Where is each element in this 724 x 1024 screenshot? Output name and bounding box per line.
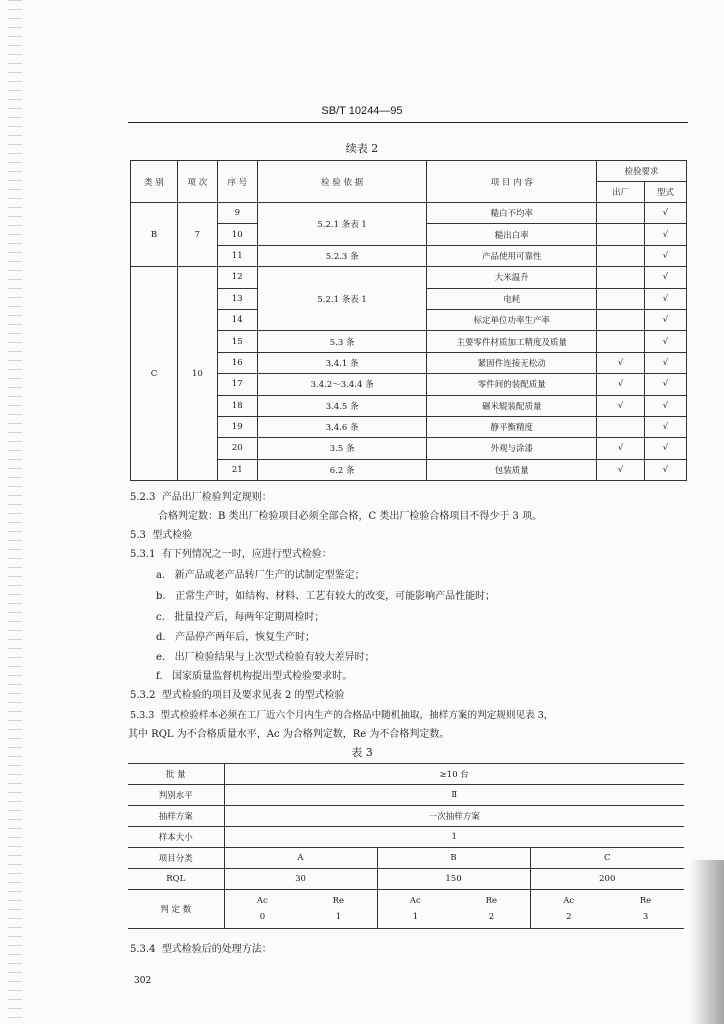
t3-rql-b: 150 (377, 869, 530, 890)
cell-factory: √ (597, 395, 645, 416)
cell-type: √ (645, 224, 687, 245)
section-title: 有下列情况之一时，应进行型式检验： (161, 549, 332, 560)
table-row (128, 869, 684, 890)
t3-batch-value: ≥10 台 (224, 764, 684, 785)
cell-content: 糙白不均率 (427, 203, 597, 224)
cell-type: √ (645, 267, 687, 288)
cell-seq: 18 (217, 395, 257, 416)
para-5-3-4 (130, 940, 272, 959)
list-item: c. 批量投产后，每两年定期周检时； (156, 612, 325, 623)
table2-caption: 续表 2 (345, 142, 379, 155)
t3-class-a: A (224, 848, 377, 869)
cell-content: 电耗 (427, 288, 597, 309)
section-title: 型式检验 (152, 530, 193, 541)
cell-content: 产品使用可靠性 (427, 245, 597, 266)
list-item: a. 新产品或老产品转厂生产的试制定型鉴定； (156, 570, 365, 581)
cell-factory (597, 309, 645, 330)
th-clause: 检 验 依 据 (257, 161, 427, 203)
cell-factory (597, 288, 645, 309)
t3-class-label: 项目分类 (128, 848, 224, 869)
para-5-3-3 (130, 706, 553, 725)
th-req: 检验要求 (597, 161, 687, 182)
cell-type: √ (645, 288, 687, 309)
th-category: 类 别 (131, 161, 178, 203)
cell-content: 紧固件连接无松动 (427, 352, 597, 373)
t3-rql-c: 200 (530, 869, 684, 890)
cell-clause: 5.2.1 条表 1 (257, 267, 427, 331)
section-num: 5.3 (130, 530, 146, 541)
cell-factory: √ (597, 459, 645, 480)
t3-sample-label: 样本大小 (128, 827, 224, 848)
cell-factory (597, 224, 645, 245)
section-text: 型式检验的项目及要求见表 2 的型式检验 (161, 690, 345, 701)
t3-plan-value: 一次抽样方案 (224, 806, 684, 827)
heading-5-3 (130, 526, 192, 545)
table-row (128, 827, 684, 848)
cell-factory (597, 331, 645, 352)
page-number: 302 (134, 976, 152, 986)
th-content: 项 目 内 容 (427, 161, 597, 203)
cell-type: √ (645, 438, 687, 459)
cell-content: 零件间的装配质量 (427, 374, 597, 395)
table-row (128, 890, 684, 929)
cell-seq: 20 (217, 438, 257, 459)
cell-factory (597, 245, 645, 266)
cell-seq: 13 (217, 288, 257, 309)
list-item: d. 产品停产两年后，恢复生产时； (156, 632, 316, 643)
cell-count: 10 (177, 267, 217, 481)
cell-content: 糙出白率 (427, 224, 597, 245)
table-row (128, 806, 684, 827)
t3-level-value: Ⅱ (224, 785, 684, 806)
t3-rql-a: 30 (224, 869, 377, 890)
cell-clause: 5.2.3 条 (257, 245, 427, 266)
section-num: 5.3.3 (130, 710, 155, 721)
cell-seq: 15 (217, 331, 257, 352)
section-num: 5.3.2 (130, 690, 156, 701)
cell-seq: 21 (217, 459, 257, 480)
para-5-3-2 (130, 686, 345, 705)
list-item: f. 国家质量监督机构提出型式检验要求时。 (156, 671, 353, 682)
list-item: b. 正常生产时，如结构、材料、工艺有较大的改变，可能影响产品性能时； (156, 591, 496, 602)
cell-seq: 16 (217, 352, 257, 373)
t3-judge-label: 判 定 数 (128, 890, 224, 929)
cell-type: √ (645, 352, 687, 373)
cell-content: 主要零件材质加工精度及质量 (427, 331, 597, 352)
cell-type: √ (645, 309, 687, 330)
cell-clause: 3.4.2～3.4.4 条 (257, 374, 427, 395)
page-header: SB/T 10244—95 (321, 105, 403, 117)
cell-seq: 19 (217, 416, 257, 437)
cell-clause: 3.5 条 (257, 438, 427, 459)
table3-caption: 表 3 (351, 746, 373, 759)
th-factory: 出厂 (597, 182, 645, 203)
cell-category: C (131, 267, 178, 481)
cell-clause: 3.4.6 条 (257, 416, 427, 437)
table-row (128, 764, 684, 785)
list-item: e. 出厂检验结果与上次型式检验有较大差异时； (156, 652, 375, 663)
t3-class-c: C (530, 848, 684, 869)
scan-edge-shadow (690, 860, 724, 1024)
section-num: 5.3.1 (130, 549, 156, 560)
cell-seq: 11 (217, 245, 257, 266)
table2 (130, 160, 687, 481)
para-5-2-3 (130, 488, 272, 507)
t3-level-label: 判别水平 (128, 785, 224, 806)
cell-factory: √ (597, 438, 645, 459)
table-row (131, 267, 687, 288)
cell-seq: 17 (217, 374, 257, 395)
cell-content: 静平衡精度 (427, 416, 597, 437)
cell-factory: √ (597, 352, 645, 373)
cell-content: 标定单位功率生产率 (427, 309, 597, 330)
header-rule (128, 122, 688, 123)
table-row (128, 785, 684, 806)
cell-seq: 12 (217, 267, 257, 288)
section-title: 产品出厂检验判定规则： (161, 492, 272, 503)
t3-plan-label: 抽样方案 (128, 806, 224, 827)
section-num: 5.2.3 (130, 492, 156, 503)
cell-seq: 10 (217, 224, 257, 245)
th-type: 型式 (645, 182, 687, 203)
cell-seq: 14 (217, 309, 257, 330)
section-num: 5.3.4 (130, 944, 156, 955)
t3-judge-b: Ac Re 1 2 (377, 890, 530, 929)
th-seq: 序 号 (217, 161, 257, 203)
cell-clause: 3.4.5 条 (257, 395, 427, 416)
cell-content: 大米温升 (427, 267, 597, 288)
cell-content: 外观与涂漆 (427, 438, 597, 459)
cell-factory: √ (597, 374, 645, 395)
t3-sample-value: 1 (224, 827, 684, 848)
para-5-3-1 (130, 545, 332, 564)
cell-type: √ (645, 203, 687, 224)
table-row (128, 848, 684, 869)
cell-clause: 5.3 条 (257, 331, 427, 352)
cell-content: 包装质量 (427, 459, 597, 480)
section-text: 型式检验样本必须在工厂近六个月内生产的合格品中随机抽取，抽样方案的判定规则见表 3， (160, 710, 554, 721)
cell-factory (597, 416, 645, 437)
para-5-3-3-line2: 其中 RQL 为不合格质量水平，Ac 为合格判定数，Re 为不合格判定数。 (128, 729, 450, 740)
t3-judge-a: Ac Re 0 1 (224, 890, 377, 929)
table-row (131, 203, 687, 224)
cell-seq: 9 (217, 203, 257, 224)
cell-type: √ (645, 416, 687, 437)
cell-clause: 5.2.1 条表 1 (257, 203, 427, 246)
table3 (128, 763, 684, 929)
t3-judge-c: Ac Re 2 3 (530, 890, 684, 929)
th-item: 项 次 (177, 161, 217, 203)
cell-clause: 6.2 条 (257, 459, 427, 480)
cell-type: √ (645, 245, 687, 266)
cell-factory (597, 267, 645, 288)
cell-type: √ (645, 331, 687, 352)
para-5-2-3-text: 合格判定数：B 类出厂检验项目必须全部合格，C 类出厂检验合格项目不得少于 3 项。 (158, 511, 543, 522)
cell-type: √ (645, 459, 687, 480)
cell-category: B (131, 203, 178, 267)
cell-content: 碾米辊装配质量 (427, 395, 597, 416)
cell-factory (597, 203, 645, 224)
cell-clause: 3.4.1 条 (257, 352, 427, 373)
cell-type: √ (645, 395, 687, 416)
t3-class-b: B (377, 848, 530, 869)
section-text: 型式检验后的处理方法： (161, 944, 272, 955)
cell-count: 7 (177, 203, 217, 267)
t3-rql-label: RQL (128, 869, 224, 890)
t3-batch-label: 批 量 (128, 764, 224, 785)
cell-type: √ (645, 374, 687, 395)
